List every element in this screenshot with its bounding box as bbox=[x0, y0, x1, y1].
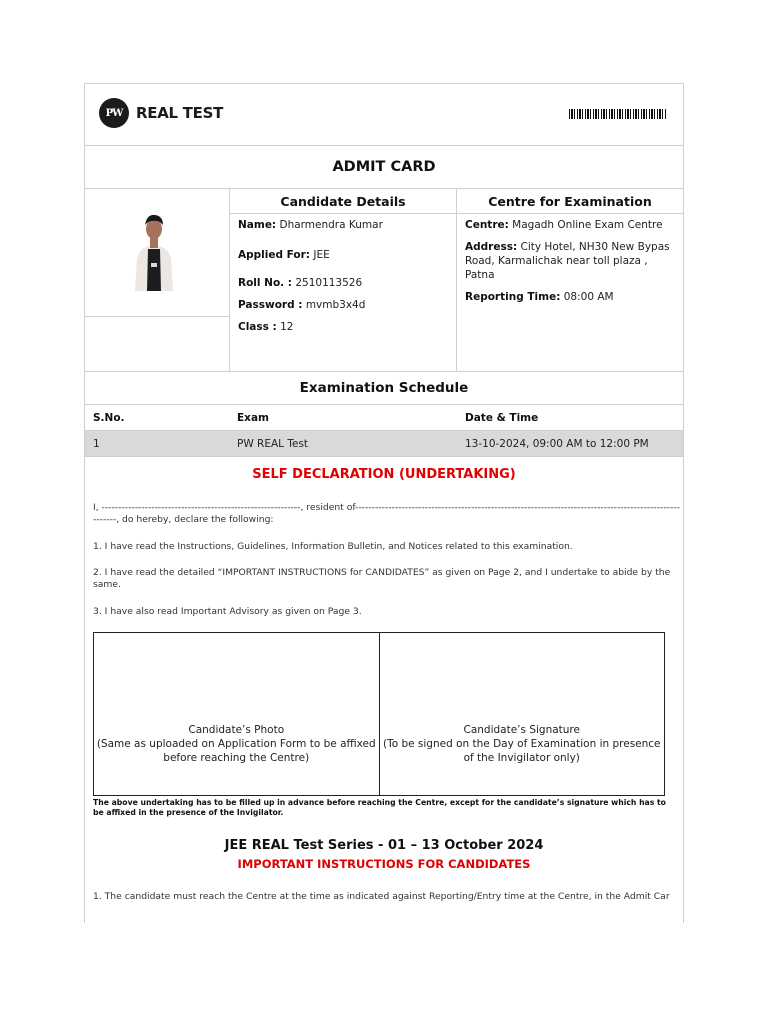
schedule-cell-sno: 1 bbox=[93, 437, 100, 450]
declaration-point-2: 2. I have read the detailed “IMPORTANT INSTRUCTIONS for CANDIDATES” as given on Page 2, and I undertake to abide by the same. bbox=[93, 567, 671, 590]
reporting-field bbox=[457, 290, 683, 304]
header bbox=[85, 84, 683, 146]
pw-logo-icon: PW bbox=[99, 98, 129, 128]
address-label: Address: bbox=[465, 241, 518, 253]
photo-box bbox=[94, 633, 379, 795]
page-title: ADMIT CARD bbox=[85, 146, 683, 189]
centre-field bbox=[457, 218, 683, 232]
photo-caption-note: (Same as uploaded on Application Form to be affixed before reaching the Centre) bbox=[96, 738, 376, 764]
declaration-point-1: 1. I have read the Instructions, Guidelines, Information Bulletin, and Notices related to this examination. bbox=[93, 541, 573, 552]
password-label: Password : bbox=[238, 299, 303, 311]
centre-label: Centre: bbox=[465, 219, 509, 231]
reporting-label: Reporting Time: bbox=[465, 291, 561, 303]
declaration-point-3: 3. I have also read Important Advisory as given on Page 3. bbox=[93, 606, 362, 617]
admit-card-sheet bbox=[84, 83, 684, 923]
candidate-details bbox=[230, 189, 457, 371]
schedule-header-date: Date & Time bbox=[465, 411, 539, 424]
candidate-photo-cell bbox=[85, 189, 229, 317]
name-value: Dharmendra Kumar bbox=[279, 219, 383, 231]
applied-value: JEE bbox=[313, 249, 330, 261]
candidate-details-heading: Candidate Details bbox=[230, 189, 456, 214]
details-section bbox=[85, 189, 683, 372]
logo bbox=[99, 98, 223, 128]
centre-value: Magadh Online Exam Centre bbox=[512, 219, 663, 231]
schedule-header-exam: Exam bbox=[237, 411, 269, 424]
address-field bbox=[457, 240, 683, 282]
photo-signature-boxes bbox=[93, 632, 665, 796]
schedule-title: Examination Schedule bbox=[85, 372, 683, 405]
name-field bbox=[230, 218, 456, 232]
photo-column bbox=[85, 189, 230, 371]
instruction-point-1: 1. The candidate must reach the Centre at the time as indicated against Reporting/Entry time at the Centre, in the Admit Car bbox=[93, 891, 670, 902]
barcode-icon bbox=[569, 109, 667, 119]
schedule-header bbox=[85, 405, 683, 431]
photo-caption-title: Candidate’s Photo bbox=[188, 724, 285, 736]
centre-details bbox=[457, 189, 683, 371]
centre-heading: Centre for Examination bbox=[457, 189, 683, 214]
undertaking-note: The above undertaking has to be filled up in advance before reaching the Centre, except for the candidate’s signature which has to be affixed in the presence of the Invigilator. bbox=[93, 798, 666, 817]
series-title: JEE REAL Test Series - 01 – 13 October 2024 bbox=[224, 838, 544, 853]
table-row bbox=[85, 431, 683, 457]
class-value: 12 bbox=[280, 321, 294, 333]
declaration-line-1: I, ------------------------------------------------------------, resident of-------------------------------------------------------------------------------------------------- bbox=[93, 502, 680, 513]
reporting-value: 08:00 AM bbox=[563, 291, 614, 303]
signature-caption-title: Candidate’s Signature bbox=[463, 724, 580, 736]
logo-text: REAL TEST bbox=[136, 104, 223, 122]
class-field bbox=[230, 320, 456, 334]
password-field bbox=[230, 298, 456, 312]
instructions-title: IMPORTANT INSTRUCTIONS FOR CANDIDATES bbox=[237, 857, 531, 871]
class-label: Class : bbox=[238, 321, 277, 333]
signature-caption-note: (To be signed on the Day of Examination in presence of the Invigilator only) bbox=[382, 738, 661, 764]
declaration-title: SELF DECLARATION (UNDERTAKING) bbox=[252, 467, 516, 482]
roll-label: Roll No. : bbox=[238, 277, 292, 289]
applied-label: Applied For: bbox=[238, 249, 310, 261]
applied-field bbox=[230, 248, 456, 262]
address-value: City Hotel, NH30 New Bypas Road, Karmalichak near toll plaza , Patna bbox=[465, 241, 670, 281]
roll-value: 2510113526 bbox=[295, 277, 363, 289]
password-value: mvmb3x4d bbox=[305, 299, 366, 311]
schedule-header-sno: S.No. bbox=[93, 411, 125, 424]
candidate-photo bbox=[125, 211, 183, 291]
name-label: Name: bbox=[238, 219, 277, 231]
signature-box bbox=[379, 633, 665, 795]
declaration-line-2: -------, do hereby, declare the following: bbox=[93, 514, 274, 525]
schedule-cell-date: 13-10-2024, 09:00 AM to 12:00 PM bbox=[465, 437, 649, 450]
roll-field bbox=[230, 276, 456, 290]
schedule-cell-exam: PW REAL Test bbox=[237, 437, 309, 450]
